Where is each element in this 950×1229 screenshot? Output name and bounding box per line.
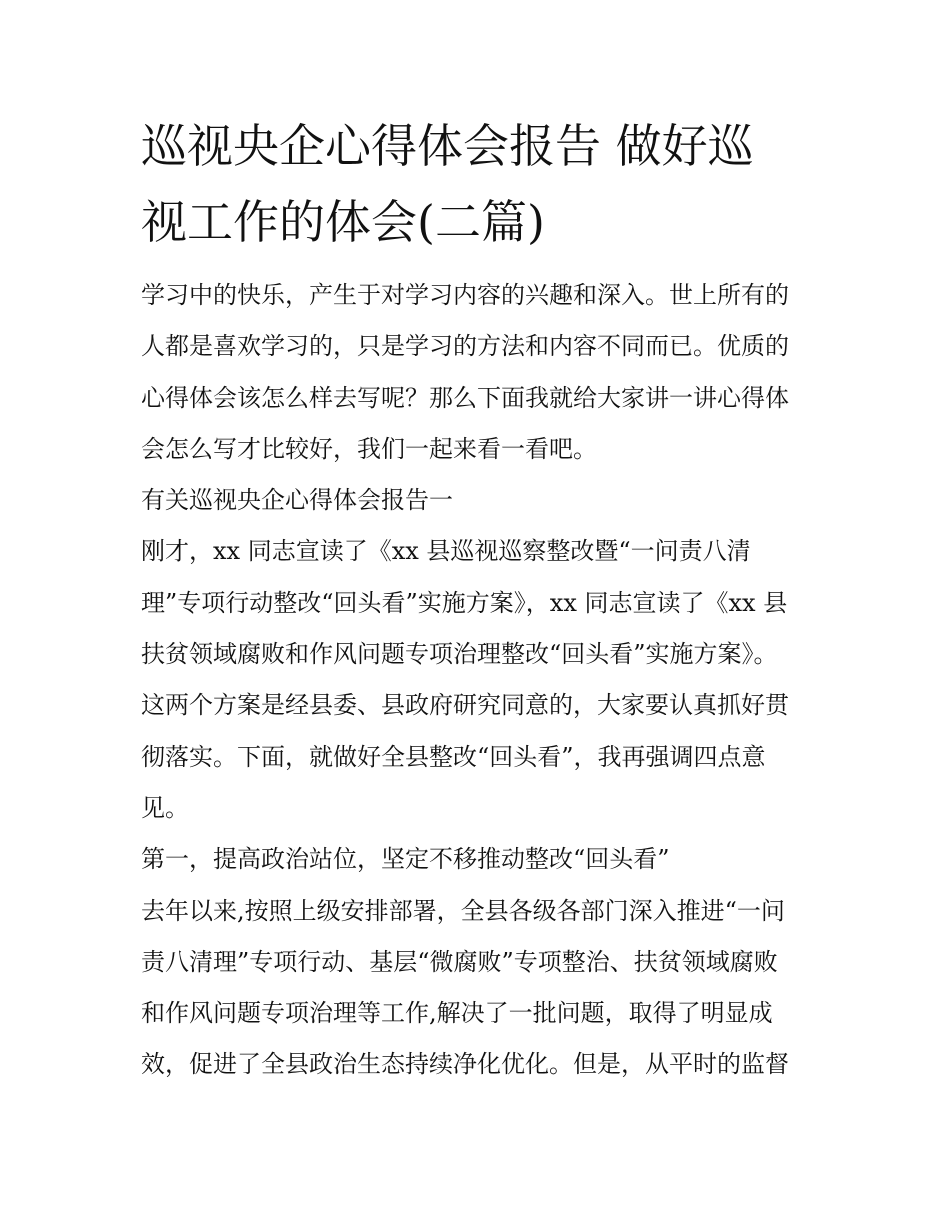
document-body <box>141 270 813 1091</box>
title-line-2: 视工作的体会(二篇) <box>141 195 545 249</box>
body-line: 见。 <box>141 793 189 822</box>
body-line: 心得体会该怎么样去写呢？那么下面我就给大家讲一讲心得体 <box>141 383 789 412</box>
document-page <box>141 108 813 1091</box>
body-line: 扶贫领域腐败和作风问题专项治理整改“回头看”实施方案》。 <box>141 640 778 669</box>
body-line: 和作风问题专项治理等工作,解决了一批问题，取得了明显成 <box>141 999 773 1028</box>
subsection-heading: 第一，提高政治站位，坚定不移推动整改“回头看” <box>141 845 670 874</box>
document-title <box>141 108 813 260</box>
body-line: 这两个方案是经县委、县政府研究同意的，大家要认真抓好贯 <box>141 691 789 720</box>
body-line: 人都是喜欢学习的，只是学习的方法和内容不同而已。优质的 <box>141 332 789 361</box>
body-line: 彻落实。下面，就做好全县整改“回头看”，我再强调四点意 <box>141 742 766 771</box>
body-line: 会怎么写才比较好，我们一起来看一看吧。 <box>141 434 597 463</box>
section-heading: 有关巡视央企心得体会报告一 <box>141 486 453 515</box>
body-line: 责八清理”专项行动、基层“微腐败”专项整治、扶贫领域腐败 <box>141 947 778 976</box>
body-line: 学习中的快乐，产生于对学习内容的兴趣和深入。世上所有的 <box>141 281 789 309</box>
body-line: 刚才，xx 同志宣读了《xx 县巡视巡察整改暨“一问责八清 <box>141 537 751 566</box>
body-line: 去年以来,按照上级安排部署，全县各级各部门深入推进“一问 <box>141 896 785 925</box>
body-line: 理”专项行动整改“回头看”实施方案》，xx 同志宣读了《xx 县 <box>141 588 788 617</box>
body-line: 效，促进了全县政治生态持续净化优化。但是，从平时的监督 <box>141 1050 789 1079</box>
title-line-1: 巡视央企心得体会报告 做好巡 <box>141 119 754 173</box>
